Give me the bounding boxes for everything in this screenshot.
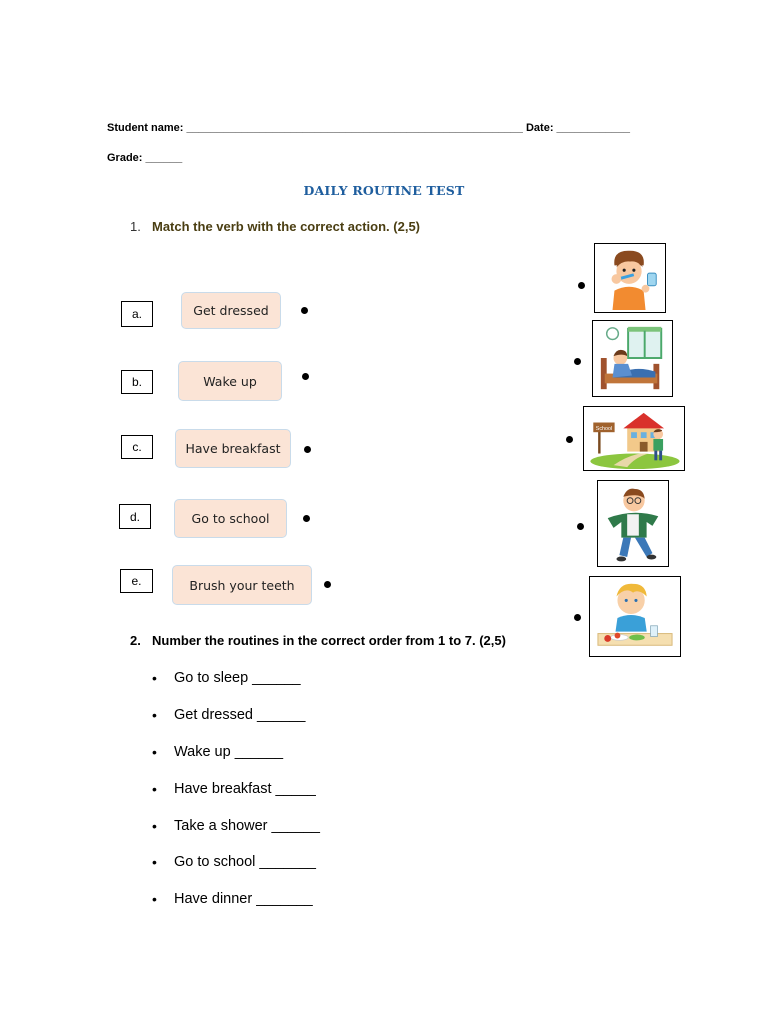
question2-number: 2. bbox=[130, 633, 141, 648]
match-dot-right-5[interactable] bbox=[574, 614, 581, 621]
list-item bbox=[152, 770, 320, 807]
bullet: • bbox=[152, 817, 157, 834]
routine-item: Take a shower ______ bbox=[174, 817, 320, 834]
page-title: DAILY ROUTINE TEST bbox=[303, 183, 465, 198]
student-name-date-line: Student name: _______________________________________________________ Date: ____________ bbox=[107, 122, 630, 134]
verb-box-go-to-school: Go to school bbox=[174, 499, 287, 538]
bullet: • bbox=[152, 670, 157, 687]
list-item bbox=[152, 807, 320, 844]
letter-box-e: e. bbox=[120, 569, 153, 593]
letter-box-b: b. bbox=[121, 370, 153, 394]
list-item bbox=[152, 734, 320, 771]
bullet: • bbox=[152, 780, 157, 797]
list-item bbox=[152, 881, 320, 918]
routine-item: Have dinner _______ bbox=[174, 891, 313, 908]
letter-box-d: d. bbox=[119, 504, 151, 529]
bullet: • bbox=[152, 707, 157, 724]
question2-heading bbox=[130, 633, 506, 648]
bullet: • bbox=[152, 891, 157, 908]
routine-item: Get dressed ______ bbox=[174, 707, 306, 724]
school-house-icon bbox=[583, 406, 685, 471]
verb-box-wake-up: Wake up bbox=[178, 361, 282, 401]
routine-item: Have breakfast _____ bbox=[174, 780, 316, 797]
list-item bbox=[152, 697, 320, 734]
routine-item: Go to school _______ bbox=[174, 854, 316, 871]
bullet: • bbox=[152, 854, 157, 871]
boy-eating-breakfast-icon bbox=[589, 576, 681, 657]
boy-getting-dressed-icon bbox=[597, 480, 669, 567]
match-dot-left-e[interactable] bbox=[324, 581, 331, 588]
verb-box-brush-your-teeth: Brush your teeth bbox=[172, 565, 312, 605]
letter-box-c: c. bbox=[121, 435, 153, 459]
match-dot-left-d[interactable] bbox=[303, 515, 310, 522]
list-item bbox=[152, 660, 320, 697]
routine-list bbox=[152, 660, 320, 918]
question1-text: Match the verb with the correct action. (2,5) bbox=[152, 219, 420, 234]
match-dot-right-4[interactable] bbox=[577, 523, 584, 530]
bullet: • bbox=[152, 743, 157, 760]
boy-brushing-teeth-icon bbox=[594, 243, 666, 313]
boy-waking-up-icon bbox=[592, 320, 673, 397]
list-item bbox=[152, 844, 320, 881]
match-dot-right-1[interactable] bbox=[578, 282, 585, 289]
routine-item: Go to sleep ______ bbox=[174, 670, 301, 687]
grade-line: Grade: ______ bbox=[107, 152, 183, 164]
routine-item: Wake up ______ bbox=[174, 743, 284, 760]
question1-number: 1. bbox=[130, 219, 141, 234]
match-dot-left-a[interactable] bbox=[301, 307, 308, 314]
letter-box-a: a. bbox=[121, 301, 153, 327]
match-dot-right-2[interactable] bbox=[574, 358, 581, 365]
question2-text: Number the routines in the correct order from 1 to 7. (2,5) bbox=[152, 633, 506, 648]
match-dot-left-c[interactable] bbox=[304, 446, 311, 453]
match-dot-right-3[interactable] bbox=[566, 436, 573, 443]
school-sign-text: School bbox=[595, 425, 613, 432]
match-dot-left-b[interactable] bbox=[302, 373, 309, 380]
verb-box-get-dressed: Get dressed bbox=[181, 292, 281, 329]
verb-box-have-breakfast: Have breakfast bbox=[175, 429, 291, 468]
